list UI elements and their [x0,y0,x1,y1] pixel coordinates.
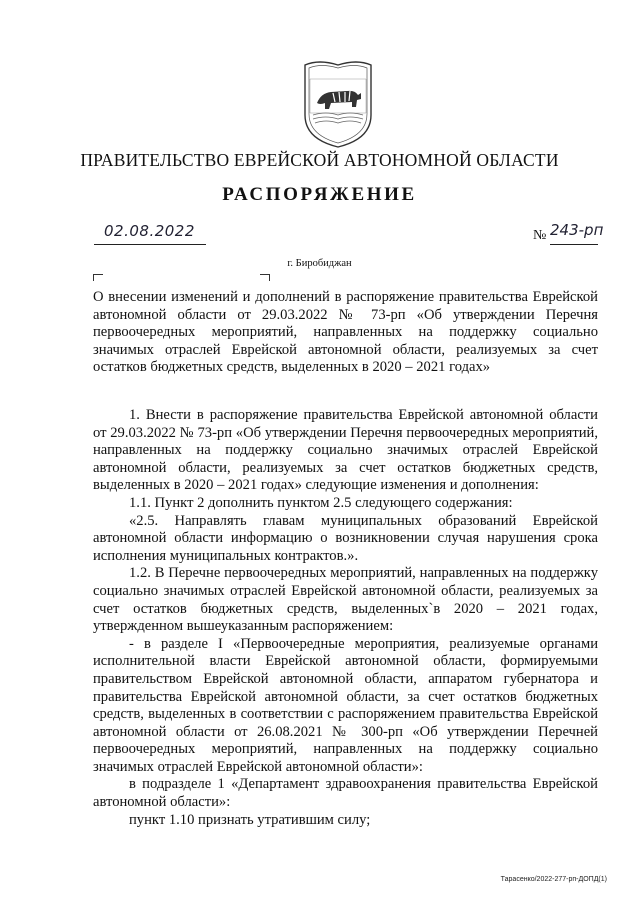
paragraph: «2.5. Направлять главам муниципальных образований Еврейской автономной области информацию о возникновении случая нарушения срока исполнения муниципальных контрактов.». [93,512,598,564]
city-name: г. Биробиджан [287,258,352,269]
paragraph: - в разделе I «Первоочередные мероприятия, реализуемые органами исполнительной власти Еврейской автономной области, формируемыми правительством Еврейской автономной области, аппаратом губернатора и правительства Еврейской автономной области, за счет остатков бюджетных средств, выделенных в соответствии с распоряжением правительства Еврейской автономной области от 26.08.2021 № 300-рп «Об утверждении Перечней первоочередных мероприятий, направленных на поддержку социально значимых отраслей Еврейской автономной области»: [93,635,598,775]
paragraph: 1. Внести в распоряжение правительства Еврейской автономной области от 29.03.2022 № 73-рп «Об утверждении Перечня первоочередных мероприятий, направленных на поддержку социально значимых отраслей Еврейской автономной области, реализуемых за счет остатков бюджетных средств, выделенных в 2020 – 2021 годах» следующие изменения и дополнения: [93,407,598,494]
coat-of-arms-emblem [299,57,377,149]
handwritten-number: 243-рп [550,221,604,239]
document-subject: О внесении изменений и дополнений в распоряжение правительства Еврейской автономной области от 29.03.2022 № 73-рп «Об утверждении Перечня первоочередных мероприятий, направленных на поддержку социально значимых отраслей Еврейской автономной области, реализуемых за счет остатков бюджетных средств, выделенных в 2020 – 2021 годах» [93,289,598,376]
subject-bracket-right [260,274,270,281]
paragraph: пункт 1.10 признать утратившим силу; [129,811,371,828]
document-body [93,407,598,829]
paragraph: 1.2. В Перечне первоочередных мероприятий, направленных на поддержку социально значимых отраслей Еврейской автономной области, реализуемых за счет остатков бюджетных средств, выделенных`в 2020 – 2021 годах, утвержденном вышеуказанным распоряжением: [93,565,598,635]
government-name: ПРАВИТЕЛЬСТВО ЕВРЕЙСКОЙ АВТОНОМНОЙ ОБЛАСТИ [80,150,559,170]
paragraph: в подразделе 1 «Департамент здравоохранения правительства Еврейской автономной области»: [93,776,598,811]
handwritten-date: 02.08.2022 [104,222,195,240]
document-type-title: РАСПОРЯЖЕНИЕ [222,184,417,205]
number-label: № [533,228,547,243]
footer-reference: Тарасенко/2022-277-рп-ДОПД(1) [500,876,607,883]
subject-bracket-left [93,274,103,281]
paragraph: 1.1. Пункт 2 дополнить пунктом 2.5 следующего содержания: [129,494,513,511]
